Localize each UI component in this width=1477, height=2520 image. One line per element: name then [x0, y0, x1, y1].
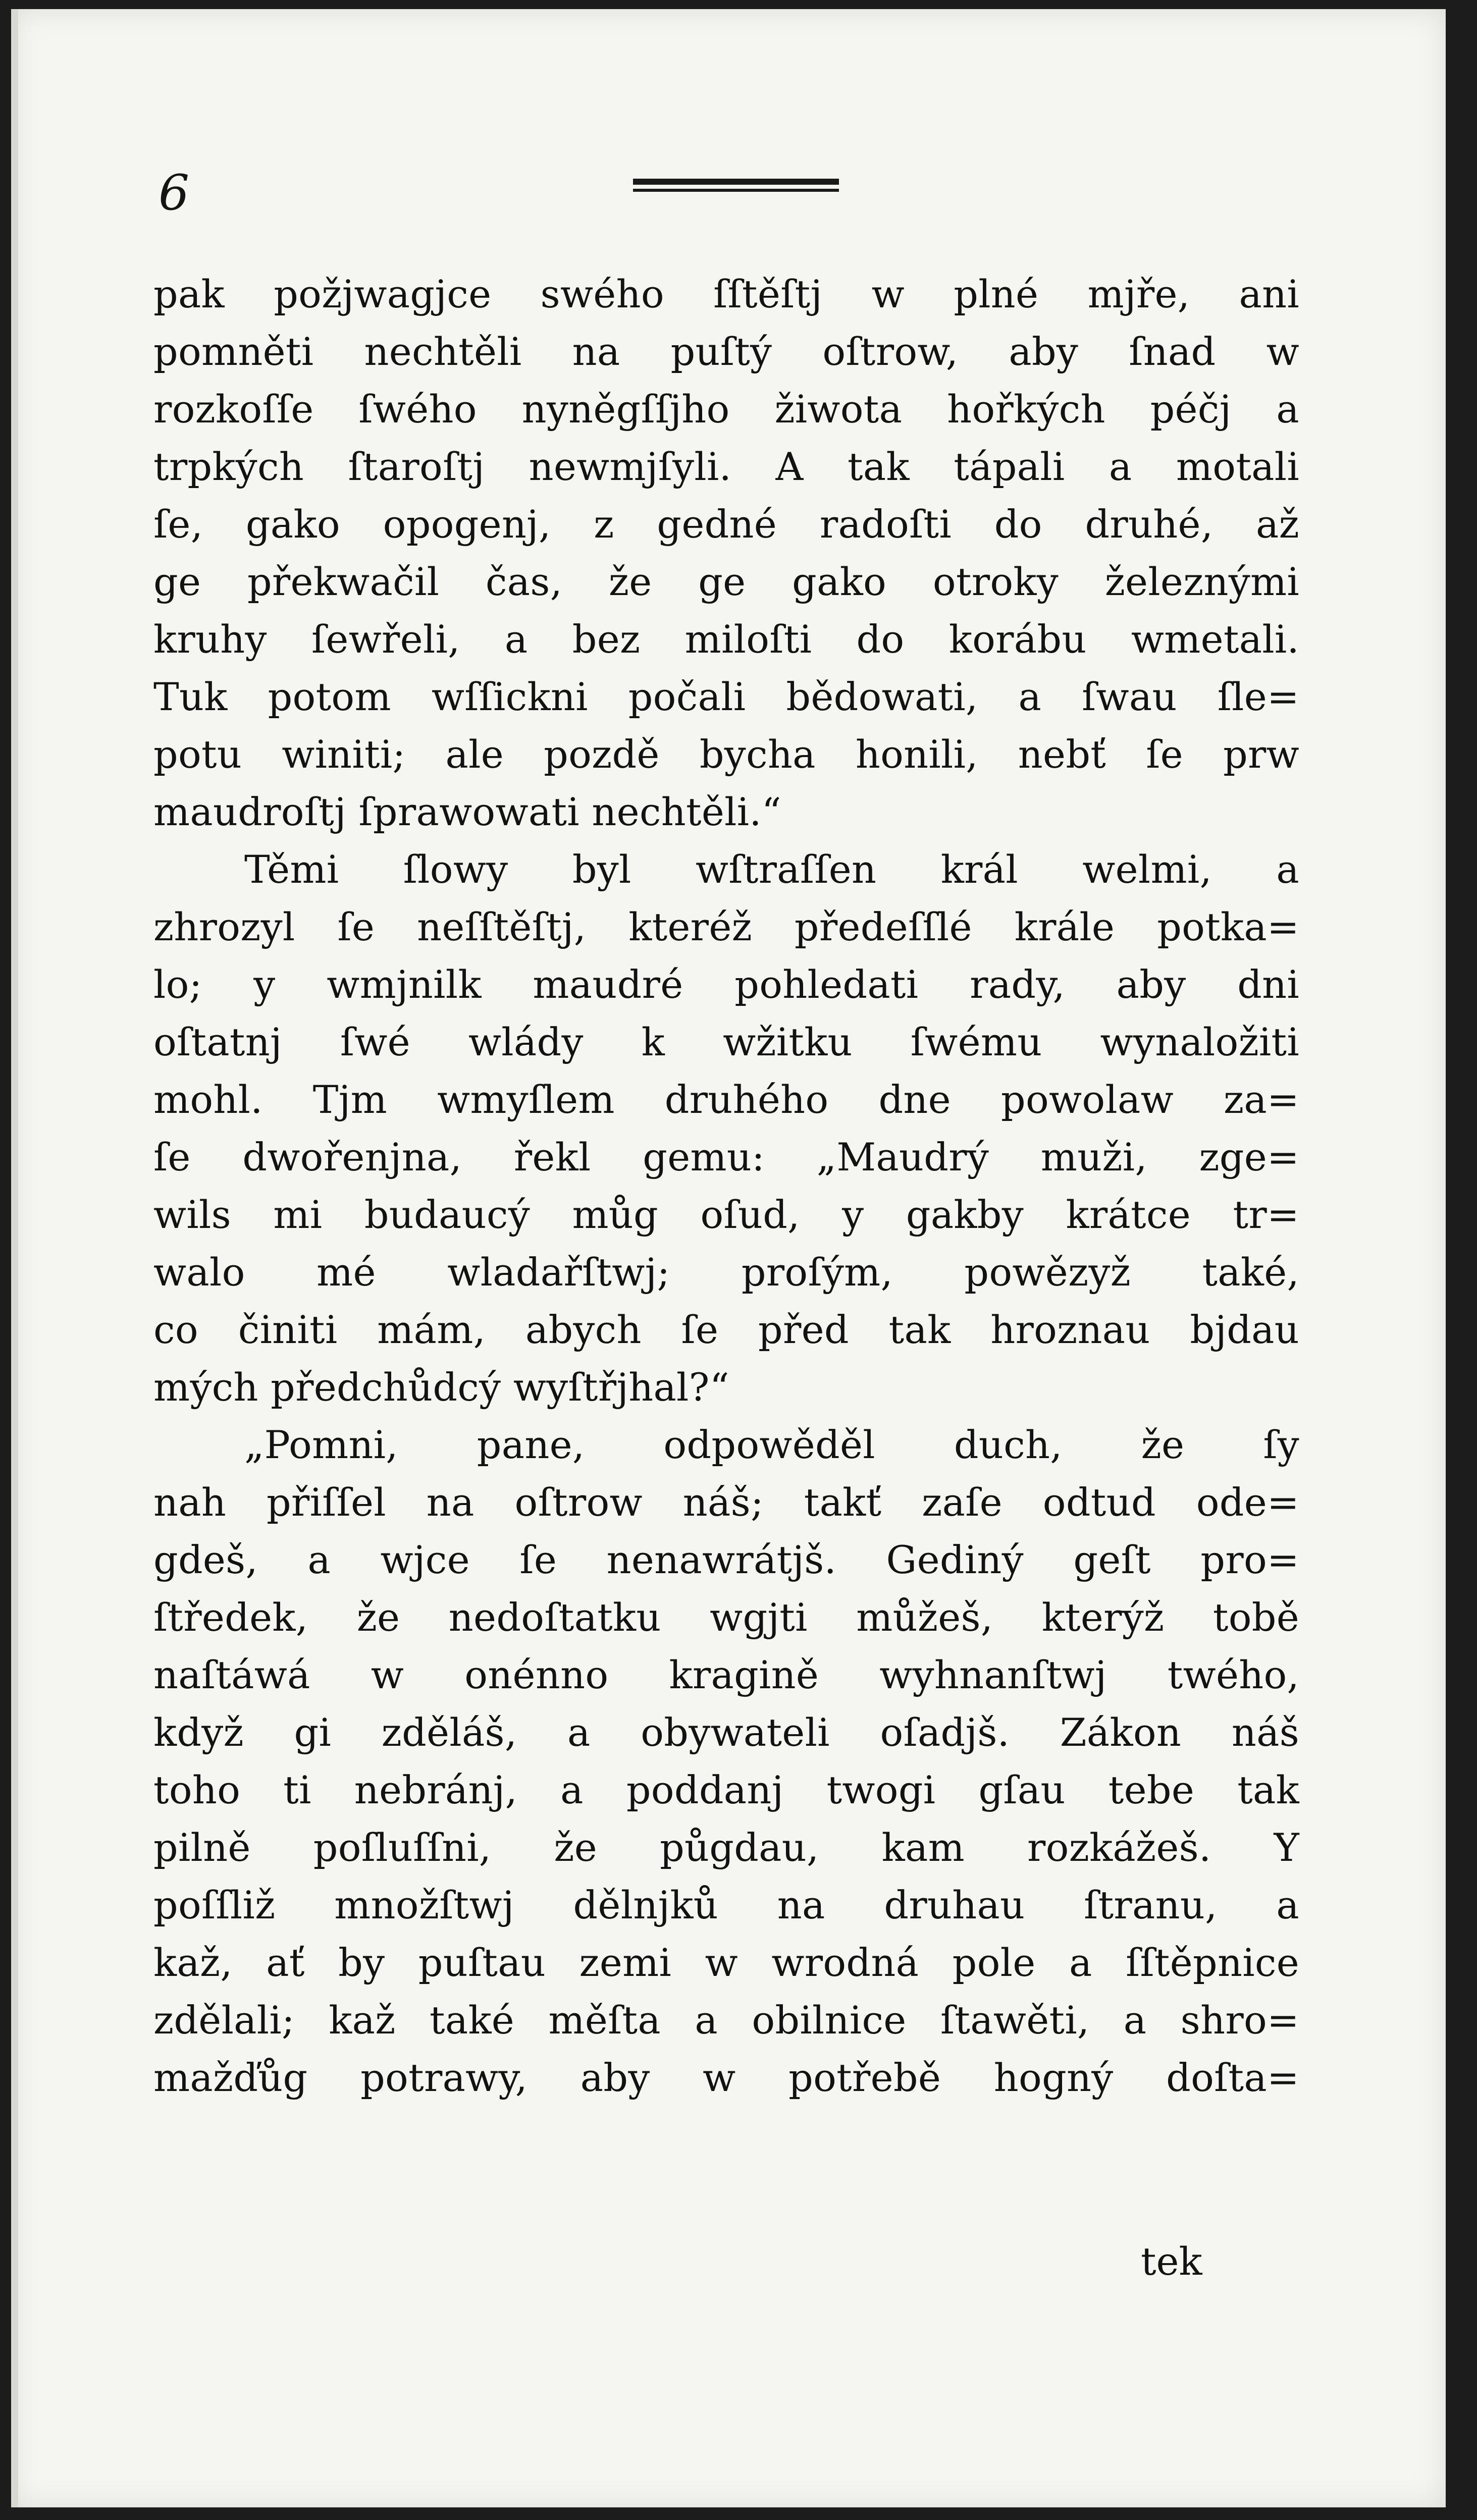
- text-line: pilně poſluſſni, že půgdau, kam rozkážeš. Y: [153, 1825, 1299, 1870]
- header-rule-thick: [633, 179, 839, 185]
- text-line: zdělali; kaž také měſta a obilnice ſtawěti, a shro=: [153, 1998, 1299, 2043]
- text-line: co činiti mám, abych ſe před tak hroznau bjdau: [153, 1307, 1299, 1352]
- text-line: naſtáwá w onénno kragině wyhnanſtwj twého,: [153, 1652, 1299, 1697]
- text-line: lo; y wmjnilk maudré pohledati rady, aby dni: [153, 962, 1299, 1007]
- text-line: rozkoſſe ſwého nyněgſſjho žiwota hořkých péčj a: [153, 387, 1299, 432]
- text-line: nah přiſſel na oſtrow náš; takť zaſe odtud ode=: [153, 1480, 1299, 1525]
- page-edge: [11, 9, 18, 2507]
- text-line: ſe dwořenjna, řekl gemu: „Maudrý muži, zge=: [153, 1135, 1299, 1179]
- header-ornament-rule: [633, 179, 839, 197]
- text-line: toho ti nebránj, a poddanj twogi gſau tebe tak: [153, 1767, 1299, 1812]
- text-line: gdeš, a wjce ſe nenawrátjš. Gediný geſt pro=: [153, 1537, 1299, 1582]
- text-line: oſtatnj ſwé wlády k wžitku ſwému wynaložiti: [153, 1020, 1299, 1064]
- text-line: kruhy ſewřeli, a bez miloſti do korábu wmetali.: [153, 617, 1299, 662]
- text-line: když gi zděláš, a obywateli oſadjš. Zákon náš: [153, 1710, 1299, 1755]
- body-text: [153, 265, 1299, 2107]
- catchword: tek: [1141, 2239, 1202, 2284]
- header-rule-thin: [633, 189, 839, 192]
- text-line: trpkých ſtaroſtj newmjſyli. A tak tápali a motali: [153, 444, 1299, 489]
- text-line: zhrozyl ſe neſſtěſtj, kteréž předeſſlé krále potka=: [153, 904, 1299, 949]
- text-line: walo mé wladařſtwj; proſým, powězyž také,: [153, 1250, 1299, 1295]
- text-line: maudroſtj ſprawowati nechtěli.“: [153, 789, 781, 834]
- text-line: kaž, ať by puſtau zemi w wrodná pole a ſſtěpnice: [153, 1940, 1299, 1985]
- text-line: mohl. Tjm wmyſlem druhého dne powolaw za=: [153, 1077, 1299, 1122]
- text-line: poſſliž množſtwj dělnjků na druhau ſtranu, a: [153, 1883, 1299, 1927]
- text-line: wils mi budaucý můg oſud, y gakby krátce tr=: [153, 1192, 1299, 1237]
- text-line: mých předchůdcý wyſtřjhal?“: [153, 1365, 729, 1410]
- text-line: pak požjwagjce swého ſſtěſtj w plné mjře, ani: [153, 272, 1299, 316]
- text-line: „Pomni, pane, odpowěděl duch, že ſy: [244, 1422, 1299, 1467]
- text-line: potu winiti; ale pozdě bycha honili, nebť ſe prw: [153, 732, 1299, 777]
- text-line: Těmi ſlowy byl wſtraſſen král welmi, a: [244, 847, 1299, 892]
- page-number: 6: [159, 165, 190, 221]
- text-line: Tuk potom wſſickni počali bědowati, a ſwau ſle=: [153, 674, 1299, 719]
- text-line: ſe, gako opogenj, z gedné radoſti do druhé, až: [153, 502, 1299, 547]
- text-line: ge překwačil čas, že ge gako otroky železnými: [153, 559, 1299, 604]
- text-line: pomněti nechtěli na puſtý oſtrow, aby ſnad w: [153, 329, 1299, 374]
- book-page: [11, 9, 1446, 2507]
- text-line: mažďůg potrawy, aby w potřebě hogný doſta=: [153, 2055, 1299, 2100]
- text-line: ſtředek, že nedoſtatku wgjti můžeš, kterýž tobě: [153, 1595, 1299, 1640]
